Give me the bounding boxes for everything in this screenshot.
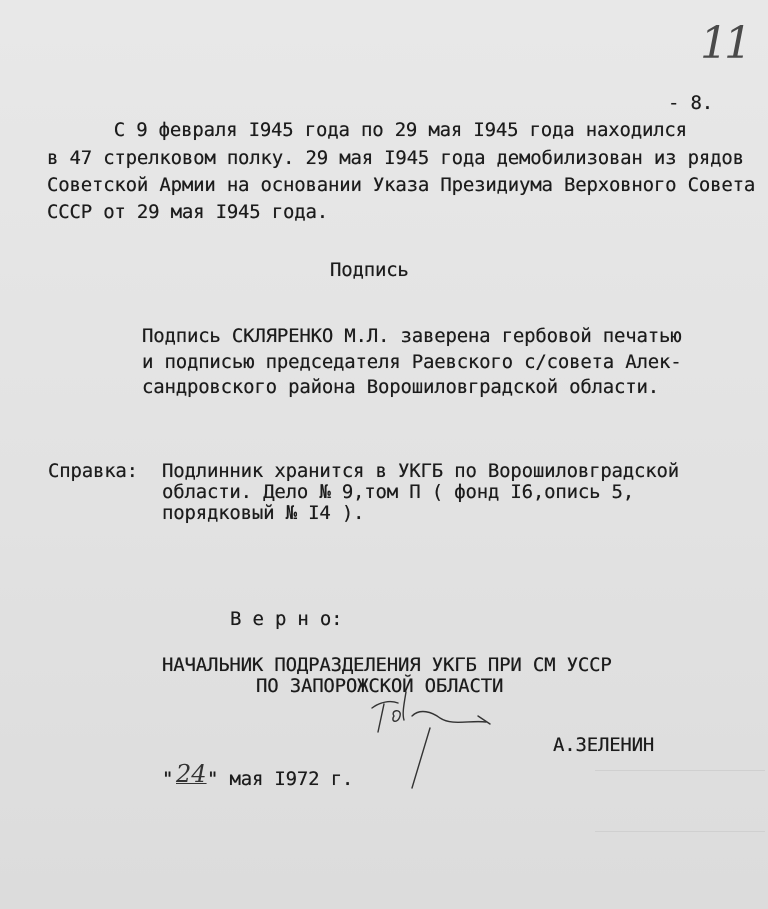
reference-line: порядковый № I4 ). [162,502,365,524]
date-rest: " мая I972 г. [207,768,354,790]
paragraph-line: Советской Армии на основании Указа Президиума Верховного Совета [47,174,756,196]
paragraph-line: СССР от 29 мая I945 года. [47,201,328,223]
reference-label: Справка: [48,460,138,482]
signatory-name: А.ЗЕЛЕНИН [553,734,655,756]
reference-line: области. Дело № 9,том П ( фонд I6,опись 5, [162,481,635,503]
paragraph-line: в 47 стрелковом полку. 29 мая I945 года демобилизован из рядов [47,147,744,169]
archive-folio-number: 11 [700,18,748,69]
paragraph-line: сандровского района Ворошиловградской области. [142,376,659,398]
date-day-handwritten: 24 [176,760,207,788]
reference-line: Подлинник хранится в УКГБ по Ворошиловградской [162,460,679,482]
position-title-line: ПО ЗАПОРОЖСКОЙ ОБЛАСТИ [256,675,504,697]
page-number: - 8. [668,92,713,114]
section-heading: Подпись [330,259,409,281]
handwritten-signature [360,670,510,800]
position-title-line: НАЧАЛЬНИК ПОДРАЗДЕЛЕНИЯ УКГБ ПРИ СМ УССР [162,654,612,676]
date-open-quote: " [162,768,174,790]
paragraph-line: С 9 февраля I945 года по 29 мая I945 года находился [80,119,687,141]
faint-stamp-bleedthrough [595,770,765,832]
verno-label: В е р н о: [230,608,343,630]
paragraph-line: и подписью председателя Раевского с/совета Алек- [142,351,682,373]
paragraph-line: Подпись СКЛЯРЕНКО М.Л. заверена гербовой печатью [142,325,682,347]
